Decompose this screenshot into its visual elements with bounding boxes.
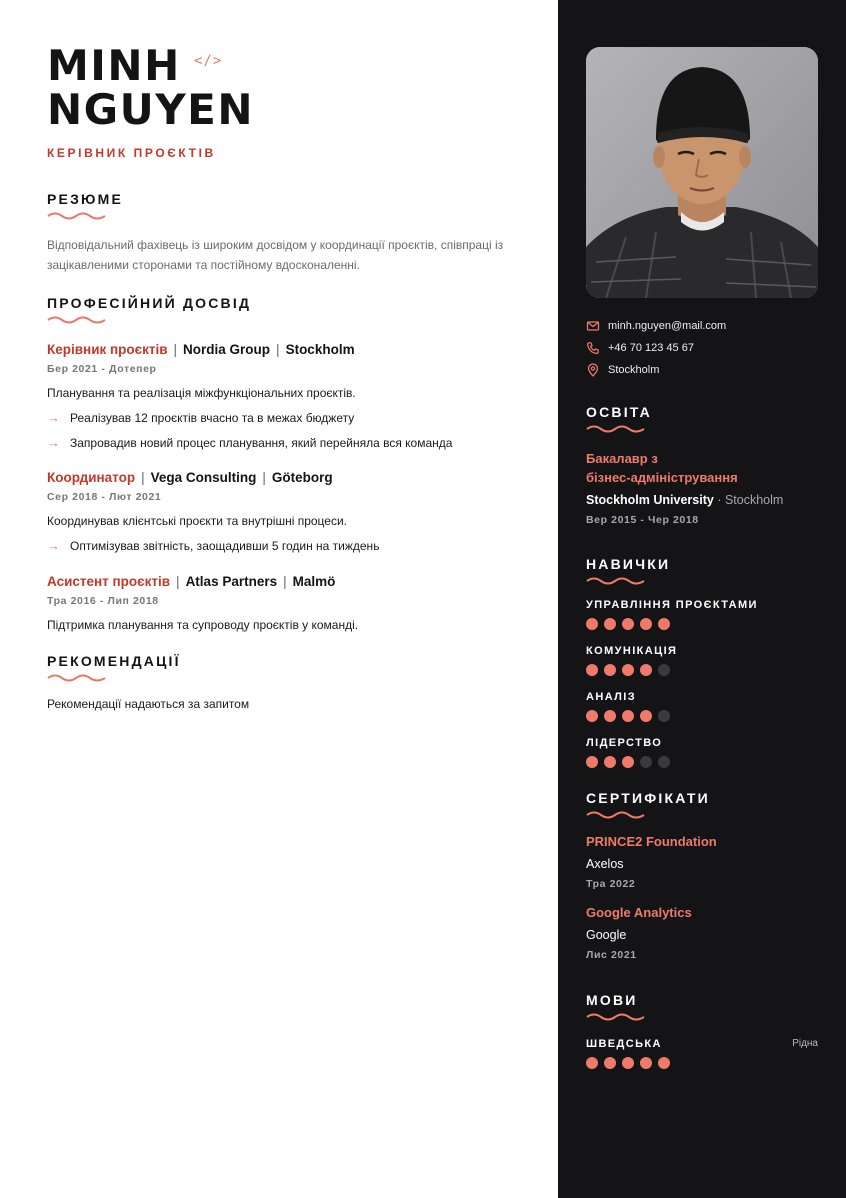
language-level: Рідна (792, 1038, 818, 1049)
wave-divider-icon (47, 315, 107, 325)
rating-dot (586, 756, 598, 768)
job-title: Керівник проєктів (47, 342, 168, 357)
degree-line-1: Бакалавр з (586, 451, 658, 466)
skills-title: НАВИЧКИ (586, 556, 671, 572)
location-text: Stockholm (608, 364, 660, 376)
separator: | (141, 470, 145, 485)
arrow-right-icon: → (47, 410, 60, 425)
language-entry (586, 1038, 818, 1069)
languages-title: МОВИ (586, 992, 638, 1008)
certificate-date: Лис 2021 (586, 949, 637, 961)
rating-dot (622, 710, 634, 722)
language-dots (586, 1057, 818, 1069)
wave-divider-icon (586, 810, 646, 820)
rating-dot (658, 618, 670, 630)
summary-title: РЕЗЮМЕ (47, 191, 124, 207)
certificates-title: СЕРТИФІКАТИ (586, 790, 710, 806)
mail-icon (586, 319, 600, 333)
experience-section (47, 295, 558, 632)
rating-dot (622, 618, 634, 630)
skill-name: УПРАВЛІННЯ ПРОЄКТАМИ (586, 599, 758, 611)
job-city: Göteborg (271, 470, 333, 485)
rating-dot (604, 1057, 616, 1069)
skill-name: ЛІДЕРСТВО (586, 737, 663, 749)
separator: | (262, 470, 266, 485)
certificate-entry (586, 834, 717, 890)
rating-dot (586, 710, 598, 722)
job-dates: Бер 2021 - Дотепер (47, 363, 157, 375)
rating-dot (622, 1057, 634, 1069)
rating-dot (622, 756, 634, 768)
language-row (586, 1038, 818, 1050)
rating-dot (586, 664, 598, 676)
rating-dot (640, 756, 652, 768)
skill-entry (586, 691, 758, 722)
rating-dot (586, 1057, 598, 1069)
certificate-name: Google Analytics (586, 905, 692, 920)
rating-dot (640, 664, 652, 676)
skill-rating (586, 664, 758, 676)
job-bullet (47, 435, 558, 450)
education-section (586, 404, 783, 526)
references-section (47, 653, 558, 711)
contact-phone[interactable] (586, 337, 726, 359)
job-company: Vega Consulting (150, 470, 257, 485)
skills-list (586, 599, 758, 768)
rating-dot (658, 1057, 670, 1069)
job-company: Nordia Group (183, 342, 271, 357)
school-name: Stockholm University (586, 493, 714, 507)
experience-title: ПРОФЕСІЙНИЙ ДОСВІД (47, 295, 252, 311)
rating-dot (640, 618, 652, 630)
skill-rating (586, 710, 758, 722)
rating-dot (658, 710, 670, 722)
certificate-name: PRINCE2 Foundation (586, 834, 717, 849)
school-separator: · (717, 493, 722, 507)
contact-email[interactable] (586, 315, 726, 337)
separator: | (283, 574, 287, 589)
job-entry (47, 574, 558, 632)
skill-name: КОМУНІКАЦІЯ (586, 645, 678, 657)
job-title: Асистент проєктів (47, 574, 171, 589)
last-name: NGUYEN (47, 85, 254, 134)
job-bullet (47, 538, 558, 553)
school-line (586, 493, 783, 507)
rating-dot (658, 664, 670, 676)
skill-entry (586, 737, 758, 768)
education-title: ОСВІТА (586, 404, 652, 420)
job-entry (47, 342, 558, 450)
wave-divider-icon (47, 211, 107, 221)
contact-list (586, 315, 726, 381)
rating-dot (604, 710, 616, 722)
job-heading (47, 574, 558, 589)
skill-rating (586, 618, 758, 630)
job-title: Координатор (47, 470, 136, 485)
bullet-text: Оптимізував звітність, заощадивши 5 годин на тиждень (70, 538, 380, 553)
certificate-org: Google (586, 928, 627, 942)
name-block (47, 41, 558, 134)
wave-divider-icon (586, 1012, 646, 1022)
portrait-illustration-icon (586, 47, 818, 298)
location-pin-icon (586, 363, 600, 377)
skill-name: АНАЛІЗ (586, 691, 637, 703)
wave-divider-icon (586, 424, 646, 434)
first-name: MINH (47, 41, 181, 90)
code-icon: </> (194, 53, 223, 69)
job-bullet (47, 410, 558, 425)
rating-dot (640, 710, 652, 722)
separator: | (176, 574, 180, 589)
certificate-date: Тра 2022 (586, 878, 636, 890)
email-text: minh.nguyen@mail.com (608, 320, 727, 332)
references-title: РЕКОМЕНДАЦІЇ (47, 653, 181, 669)
wave-divider-icon (47, 673, 107, 683)
skills-section (586, 556, 758, 768)
certificates-section (586, 790, 717, 961)
job-dates: Сер 2018 - Лют 2021 (47, 491, 162, 503)
school-city: Stockholm (724, 493, 784, 507)
job-description: Планування та реалізація міжфункціональних проєктів. (47, 386, 356, 400)
bullet-text: Реалізував 12 проєктів вчасно та в межах бюджету (70, 410, 355, 425)
contact-location (586, 359, 726, 381)
profile-photo (586, 47, 818, 298)
job-company: Atlas Partners (185, 574, 278, 589)
certificate-org: Axelos (586, 857, 624, 871)
certificate-entry (586, 905, 717, 961)
rating-dot (640, 1057, 652, 1069)
degree (586, 449, 783, 487)
language-name: ШВЕДСЬКА (586, 1038, 662, 1050)
job-city: Stockholm (285, 342, 355, 357)
phone-text: +46 70 123 45 67 (608, 342, 694, 354)
rating-dot (604, 756, 616, 768)
skill-rating (586, 756, 758, 768)
phone-icon (586, 341, 600, 355)
rating-dot (604, 618, 616, 630)
bullet-text: Запровадив новий процес планування, який перейняла вся команда (70, 435, 453, 450)
job-entry (47, 470, 558, 553)
education-dates: Вер 2015 - Чер 2018 (586, 514, 699, 526)
skill-entry (586, 645, 758, 676)
rating-dot (622, 664, 634, 676)
summary-section (47, 191, 558, 275)
references-text: Рекомендації надаються за запитом (47, 697, 250, 711)
separator: | (173, 342, 178, 357)
separator: | (276, 342, 280, 357)
rating-dot (604, 664, 616, 676)
degree-line-2: бізнес-адміністрування (586, 470, 738, 485)
job-dates: Тра 2016 - Лип 2018 (47, 595, 159, 607)
sidebar (558, 0, 846, 1198)
rating-dot (658, 756, 670, 768)
job-heading (47, 470, 558, 485)
job-description: Підтримка планування та супроводу проєктів у команді. (47, 618, 359, 632)
job-role: КЕРІВНИК ПРОЄКТІВ (47, 146, 216, 160)
job-description: Координував клієнтські проєкти та внутрішні процеси. (47, 514, 347, 528)
job-city: Malmö (292, 574, 336, 589)
skill-entry (586, 599, 758, 630)
job-heading (47, 342, 558, 357)
languages-section (586, 992, 818, 1069)
arrow-right-icon: → (47, 435, 60, 450)
wave-divider-icon (586, 576, 646, 586)
rating-dot (586, 618, 598, 630)
arrow-right-icon: → (47, 538, 60, 553)
summary-text: Відповідальний фахівець із широким досвідом у координації проєктів, співпраці із зацікавленими сторонами та постійному вдосконаленні. (47, 238, 504, 272)
